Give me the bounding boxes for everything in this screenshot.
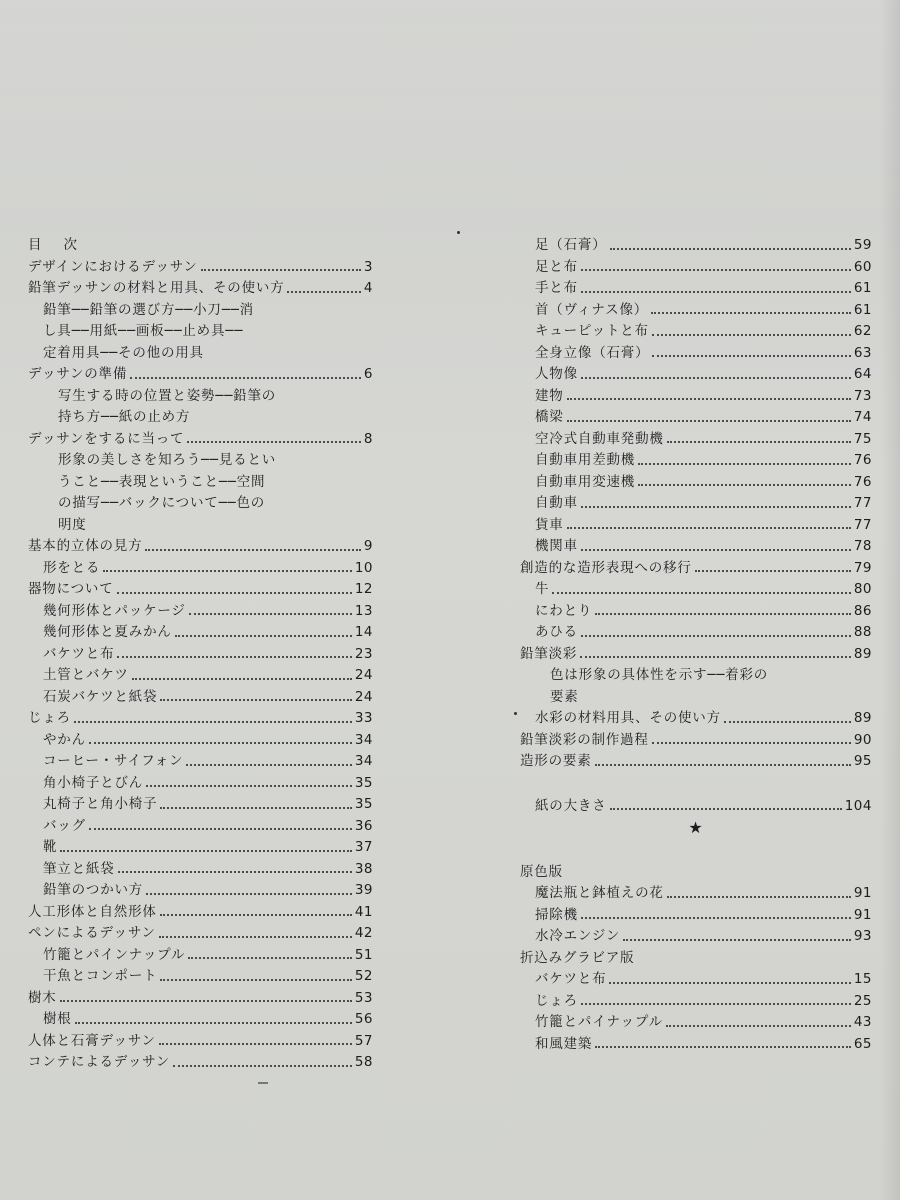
toc-entry-title: やかん bbox=[43, 731, 86, 748]
toc-entry-title: 機関車 bbox=[535, 538, 578, 554]
dot-leader bbox=[287, 291, 360, 293]
toc-page-number: 15 bbox=[853, 971, 872, 987]
toc-entry bbox=[28, 730, 373, 752]
toc-subtext-line bbox=[520, 862, 872, 884]
toc-entry-title: の描写──バックについて──色の bbox=[58, 495, 266, 511]
toc-entry bbox=[520, 407, 872, 429]
toc-page-number: 89 bbox=[853, 710, 872, 726]
toc-page-number: 93 bbox=[853, 928, 872, 944]
toc-entry-title: 樹木 bbox=[28, 989, 57, 1006]
dot-leader bbox=[146, 893, 352, 895]
toc-page-number: 73 bbox=[853, 387, 872, 404]
toc-entry bbox=[28, 988, 373, 1010]
toc-entry-title: 空冷式自動車発動機 bbox=[535, 430, 664, 447]
toc-entry-title: 首（ヴィナス像） bbox=[535, 301, 649, 318]
toc-entry-title: 持ち方──紙の止め方 bbox=[58, 409, 191, 425]
toc-entry bbox=[520, 450, 872, 472]
toc-subtext-line bbox=[28, 300, 373, 322]
dot-leader bbox=[159, 936, 352, 938]
dot-leader bbox=[581, 506, 851, 508]
toc-page-number: 25 bbox=[853, 992, 872, 1009]
toc-entry-title: 原色版 bbox=[520, 863, 563, 880]
toc-entry-title: 牛 bbox=[535, 581, 550, 597]
toc-entry bbox=[520, 1012, 872, 1034]
dot-leader bbox=[60, 1000, 352, 1002]
dot-leader bbox=[581, 377, 851, 379]
toc-page-number: 43 bbox=[853, 1014, 872, 1030]
dot-leader bbox=[580, 656, 851, 658]
toc-page-number: 9 bbox=[363, 538, 373, 554]
toc-entry-title: 定着用具──その他の用具 bbox=[43, 344, 204, 361]
toc-entry bbox=[520, 1034, 872, 1056]
toc-page-number: 61 bbox=[853, 280, 872, 296]
toc-entry bbox=[520, 708, 872, 730]
toc-entry-title: 人工形体と自然形体 bbox=[28, 903, 157, 920]
toc-entry bbox=[520, 730, 872, 752]
toc-entry bbox=[520, 300, 872, 322]
toc-entry-title: 自動車 bbox=[535, 495, 578, 511]
dot-leader bbox=[132, 678, 352, 680]
toc-page-number: 57 bbox=[354, 1032, 373, 1049]
toc-page-number: 95 bbox=[853, 753, 872, 769]
toc-page-number: 89 bbox=[853, 645, 872, 662]
dot-leader bbox=[581, 291, 851, 293]
toc-page-number: 91 bbox=[853, 906, 872, 923]
toc-heading-row bbox=[28, 235, 373, 257]
dot-leader bbox=[610, 248, 851, 250]
toc-page-number: 10 bbox=[354, 559, 373, 576]
toc-entry-title: 要素 bbox=[550, 688, 579, 705]
dot-leader bbox=[610, 808, 842, 810]
dot-leader bbox=[652, 742, 851, 744]
dot-leader bbox=[117, 592, 352, 594]
toc-entry bbox=[28, 1031, 373, 1053]
toc-entry bbox=[28, 278, 373, 300]
toc-entry-title: 鉛筆──鉛筆の選び方──小刀──消 bbox=[43, 301, 254, 318]
toc-entry-title: じょろ bbox=[535, 992, 578, 1009]
toc-entry-title: 水冷エンジン bbox=[535, 928, 621, 944]
dot-leader bbox=[173, 1065, 352, 1067]
paper-mark bbox=[258, 1082, 268, 1084]
toc-entry bbox=[520, 235, 872, 257]
dot-leader bbox=[667, 896, 851, 898]
toc-page-number: 12 bbox=[354, 581, 373, 597]
toc-page-number: 36 bbox=[354, 817, 373, 834]
toc-entry bbox=[28, 708, 373, 730]
toc-entry-title: あひる bbox=[535, 624, 578, 640]
toc-entry-title: 丸椅子と角小椅子 bbox=[43, 796, 158, 812]
toc-subtext-line bbox=[28, 343, 373, 365]
dot-leader bbox=[581, 917, 851, 919]
toc-entry-title: 貨車 bbox=[535, 516, 564, 533]
toc-entry-title: 自動車用差動機 bbox=[535, 452, 636, 468]
toc-entry-title: し具──用紙──画板──止め具── bbox=[43, 323, 244, 339]
toc-entry bbox=[520, 622, 872, 644]
toc-spacer bbox=[520, 839, 872, 862]
dot-leader bbox=[103, 570, 352, 572]
dot-leader bbox=[652, 355, 850, 357]
toc-entry bbox=[520, 343, 872, 365]
dot-leader bbox=[595, 1046, 851, 1048]
toc-entry bbox=[520, 386, 872, 408]
toc-entry bbox=[28, 601, 373, 623]
toc-page-number: 34 bbox=[354, 731, 373, 748]
paper-speck bbox=[514, 712, 517, 715]
toc-page-number: 51 bbox=[354, 946, 373, 963]
toc-entry-title: 足（石膏） bbox=[535, 237, 607, 253]
toc-entry-title: うこと──表現ということ──空間 bbox=[58, 473, 266, 490]
toc-entry-title: キューピットと布 bbox=[535, 323, 649, 339]
star-icon: ★ bbox=[688, 818, 704, 837]
toc-page-number: 4 bbox=[363, 280, 373, 296]
toc-entry bbox=[520, 751, 872, 773]
toc-page-number: 56 bbox=[354, 1011, 373, 1027]
toc-page-number: 60 bbox=[853, 258, 872, 275]
toc-entry bbox=[28, 923, 373, 945]
toc-page-number: 3 bbox=[363, 258, 373, 275]
dot-leader bbox=[638, 463, 851, 465]
toc-page-number: 33 bbox=[354, 710, 373, 726]
toc-entry bbox=[28, 622, 373, 644]
toc-page-number: 65 bbox=[853, 1035, 872, 1052]
toc-page-number: 53 bbox=[354, 989, 373, 1006]
toc-page-number: 42 bbox=[354, 925, 373, 941]
toc-entry bbox=[520, 558, 872, 580]
toc-subtext-line bbox=[520, 665, 872, 687]
dot-leader bbox=[651, 312, 851, 314]
toc-entry bbox=[28, 1052, 373, 1074]
toc-entry-title: 形をとる bbox=[43, 559, 101, 576]
dot-leader bbox=[175, 635, 352, 637]
toc-page-number: 23 bbox=[354, 645, 373, 662]
dot-leader bbox=[567, 527, 851, 529]
toc-page-number: 74 bbox=[853, 409, 872, 425]
toc-entry bbox=[28, 579, 373, 601]
toc-entry-title: 人物像 bbox=[535, 366, 578, 382]
toc-entry bbox=[520, 644, 872, 666]
toc-entry bbox=[28, 816, 373, 838]
toc-spacer bbox=[520, 773, 872, 796]
toc-entry bbox=[520, 601, 872, 623]
dot-leader bbox=[567, 398, 851, 400]
dot-leader bbox=[145, 549, 361, 551]
toc-entry-title: 魔法瓶と鉢植えの花 bbox=[535, 885, 664, 901]
toc-entry-title: バケツと布 bbox=[43, 645, 115, 662]
toc-entry-title: 竹籠とパイナップル bbox=[535, 1014, 663, 1030]
toc-entry bbox=[28, 859, 373, 881]
paper-speck bbox=[457, 231, 460, 234]
dot-leader bbox=[581, 635, 851, 637]
toc-entry bbox=[28, 751, 373, 773]
dot-leader bbox=[201, 269, 361, 271]
toc-subtext-line bbox=[28, 515, 373, 537]
toc-entry bbox=[28, 644, 373, 666]
toc-entry-title: 建物 bbox=[535, 387, 564, 404]
dot-leader bbox=[595, 613, 851, 615]
toc-page-number: 104 bbox=[844, 797, 872, 814]
dot-leader bbox=[60, 850, 352, 852]
toc-page-number: 63 bbox=[853, 344, 872, 361]
dot-leader bbox=[595, 764, 851, 766]
dot-leader bbox=[186, 764, 351, 766]
toc-entry-title: 筆立と紙袋 bbox=[43, 860, 115, 877]
toc-entry-title: 写生する時の位置と姿勢──鉛筆の bbox=[58, 387, 277, 404]
dot-leader bbox=[89, 742, 352, 744]
toc-page-number: 75 bbox=[853, 430, 872, 447]
dot-leader bbox=[160, 979, 351, 981]
toc-entry bbox=[28, 1009, 373, 1031]
toc-page-number: 24 bbox=[354, 667, 373, 683]
toc-entry-title: 明度 bbox=[58, 516, 87, 533]
toc-page-number: 52 bbox=[354, 968, 373, 984]
toc-entry bbox=[28, 665, 373, 687]
toc-entry-title: デッサンをするに当って bbox=[28, 430, 185, 447]
toc-entry-title: じょろ bbox=[28, 710, 71, 726]
toc-entry-title: にわとり bbox=[535, 602, 593, 619]
toc-entry bbox=[520, 515, 872, 537]
toc-page-number: 61 bbox=[853, 301, 872, 318]
toc-page-number: 59 bbox=[853, 237, 872, 253]
toc-entry-title: デザインにおけるデッサン bbox=[28, 258, 198, 275]
toc-entry-title: 人体と石膏デッサン bbox=[28, 1032, 156, 1049]
dot-leader bbox=[667, 441, 851, 443]
toc-entry-title: デッサンの準備 bbox=[28, 366, 128, 382]
page-edge-shadow bbox=[880, 0, 900, 1200]
toc-page-number: 41 bbox=[354, 903, 373, 920]
dot-leader bbox=[159, 1043, 352, 1045]
dot-leader bbox=[160, 914, 352, 916]
toc-page-number: 78 bbox=[853, 538, 872, 554]
toc-page-number: 77 bbox=[853, 516, 872, 533]
toc-entry bbox=[520, 796, 872, 818]
toc-page-number: 8 bbox=[363, 430, 373, 447]
dot-leader bbox=[118, 871, 352, 873]
dot-leader bbox=[130, 377, 361, 379]
toc-entry-title: 器物について bbox=[28, 581, 114, 597]
toc-entry-title: 竹籠とパインナップル bbox=[43, 946, 186, 963]
toc-subtext-line bbox=[28, 321, 373, 343]
toc-entry-title: 鉛筆デッサンの材料と用具、その使い方 bbox=[28, 280, 285, 296]
toc-entry-title: 自動車用変速機 bbox=[535, 473, 636, 490]
dot-leader bbox=[581, 1003, 851, 1005]
toc-entry bbox=[28, 837, 373, 859]
toc-page-number: 13 bbox=[354, 602, 373, 619]
toc-entry bbox=[28, 257, 373, 279]
dot-leader bbox=[581, 549, 851, 551]
toc-subtext-line bbox=[28, 472, 373, 494]
toc-entry bbox=[520, 321, 872, 343]
toc-entry-title: コンテによるデッサン bbox=[28, 1054, 171, 1070]
toc-entry bbox=[28, 536, 373, 558]
toc-entry bbox=[520, 493, 872, 515]
toc-entry-title: 形象の美しさを知ろう──見るとい bbox=[58, 452, 277, 468]
toc-entry bbox=[520, 429, 872, 451]
dot-leader bbox=[146, 785, 352, 787]
toc-subtext-line bbox=[520, 948, 872, 970]
toc-subtext-line bbox=[28, 386, 373, 408]
dot-leader bbox=[609, 982, 850, 984]
toc-page-number: 35 bbox=[354, 774, 373, 791]
toc-entry-title: 色は形象の具体性を示す──着彩の bbox=[550, 667, 769, 683]
toc-page-number: 62 bbox=[853, 323, 872, 339]
toc-entry bbox=[520, 969, 872, 991]
toc-entry bbox=[28, 794, 373, 816]
toc-entry-title: 樹根 bbox=[43, 1011, 72, 1027]
dot-leader bbox=[89, 828, 352, 830]
toc-page-number: 90 bbox=[853, 731, 872, 748]
dot-leader bbox=[724, 721, 851, 723]
toc-entry-title: 水彩の材料用具、その使い方 bbox=[535, 710, 721, 726]
toc-page-number: 58 bbox=[354, 1054, 373, 1070]
toc-entry-title: 土管とバケツ bbox=[43, 667, 129, 683]
toc-page-number: 77 bbox=[853, 495, 872, 511]
toc-page-number: 80 bbox=[853, 581, 872, 597]
dot-leader bbox=[623, 939, 851, 941]
toc-entry-title: コーヒー・サイフォン bbox=[43, 753, 184, 769]
dot-leader bbox=[567, 420, 851, 422]
dot-leader bbox=[187, 441, 361, 443]
toc-entry-title: 鉛筆のつかい方 bbox=[43, 882, 144, 898]
toc-page-number: 37 bbox=[354, 839, 373, 855]
toc-entry bbox=[520, 926, 872, 948]
toc-entry-title: 創造的な造形表現への移行 bbox=[520, 559, 692, 576]
toc-entry-title: 折込みグラビア版 bbox=[520, 949, 635, 966]
toc-page-number: 79 bbox=[853, 559, 872, 576]
toc-entry bbox=[28, 773, 373, 795]
dot-leader bbox=[652, 334, 851, 336]
toc-page-number: 38 bbox=[354, 860, 373, 877]
dot-leader bbox=[74, 721, 352, 723]
toc-heading: 目次 bbox=[28, 237, 99, 253]
toc-entry bbox=[520, 472, 872, 494]
toc-entry-title: 靴 bbox=[43, 839, 58, 855]
toc-entry bbox=[28, 429, 373, 451]
dot-leader bbox=[695, 570, 851, 572]
toc-entry bbox=[520, 257, 872, 279]
toc-entry-title: 鉛筆淡彩 bbox=[520, 645, 578, 662]
toc-entry bbox=[520, 278, 872, 300]
toc-page-number: 34 bbox=[354, 753, 373, 769]
dot-leader bbox=[160, 699, 352, 701]
toc-entry bbox=[28, 966, 373, 988]
toc-entry bbox=[520, 579, 872, 601]
dot-leader bbox=[552, 592, 851, 594]
toc-entry-title: 幾何形体とパッケージ bbox=[43, 602, 186, 619]
toc-entry-title: 手と布 bbox=[535, 280, 578, 296]
toc-entry bbox=[28, 687, 373, 709]
toc-entry-title: ペンによるデッサン bbox=[28, 925, 156, 941]
toc-entry bbox=[520, 883, 872, 905]
dot-leader bbox=[117, 656, 351, 658]
toc-page-number: 6 bbox=[363, 366, 373, 382]
toc-page-number: 76 bbox=[853, 473, 872, 490]
toc-page-number: 76 bbox=[853, 452, 872, 468]
toc-entry bbox=[520, 905, 872, 927]
dot-leader bbox=[581, 269, 851, 271]
toc-column-right bbox=[520, 235, 872, 1055]
toc-subtext-line bbox=[520, 687, 872, 709]
toc-page-number: 64 bbox=[853, 366, 872, 382]
toc-entry-title: 石炭バケツと紙袋 bbox=[43, 688, 158, 705]
dot-leader bbox=[188, 957, 352, 959]
toc-entry bbox=[520, 991, 872, 1013]
toc-entry-title: 全身立像（石膏） bbox=[535, 344, 650, 361]
toc-page-number: 91 bbox=[853, 885, 872, 901]
toc-entry bbox=[28, 364, 373, 386]
dot-leader bbox=[189, 613, 352, 615]
toc-entry-title: 和風建築 bbox=[535, 1035, 593, 1052]
toc-entry bbox=[28, 902, 373, 924]
dot-leader bbox=[160, 807, 351, 809]
toc-entry-title: 角小椅子とびん bbox=[43, 774, 144, 791]
toc-entry-title: 橋梁 bbox=[535, 409, 564, 425]
toc-entry bbox=[520, 364, 872, 386]
toc-subtext-line bbox=[28, 493, 373, 515]
toc-page-number: 14 bbox=[354, 624, 373, 640]
dot-leader bbox=[638, 484, 851, 486]
toc-entry-title: 足と布 bbox=[535, 258, 578, 275]
toc-page-number: 88 bbox=[853, 624, 872, 640]
toc-page-number: 24 bbox=[354, 688, 373, 705]
toc-entry bbox=[28, 880, 373, 902]
star-separator bbox=[520, 817, 872, 839]
toc-entry-title: 鉛筆淡彩の制作過程 bbox=[520, 731, 649, 748]
toc-entry-title: 幾何形体と夏みかん bbox=[43, 624, 172, 640]
toc-page-number: 35 bbox=[354, 796, 373, 812]
toc-entry-title: 掃除機 bbox=[535, 906, 578, 923]
toc-entry-title: バッグ bbox=[43, 817, 86, 834]
toc-entry bbox=[28, 945, 373, 967]
toc-page-number: 86 bbox=[853, 602, 872, 619]
toc-entry-title: 基本的立体の見方 bbox=[28, 538, 143, 554]
toc-entry-title: バケツと布 bbox=[535, 971, 607, 987]
toc-entry-title: 干魚とコンポート bbox=[43, 968, 158, 984]
toc-entry-title: 造形の要素 bbox=[520, 753, 592, 769]
toc-entry bbox=[520, 536, 872, 558]
page-shading bbox=[0, 0, 900, 230]
toc-column-left bbox=[28, 235, 373, 1074]
dot-leader bbox=[666, 1025, 851, 1027]
toc-page-number: 39 bbox=[354, 882, 373, 898]
toc-subtext-line bbox=[28, 450, 373, 472]
toc-entry bbox=[28, 558, 373, 580]
dot-leader bbox=[75, 1022, 352, 1024]
toc-subtext-line bbox=[28, 407, 373, 429]
toc-entry-title: 紙の大きさ bbox=[535, 797, 607, 814]
